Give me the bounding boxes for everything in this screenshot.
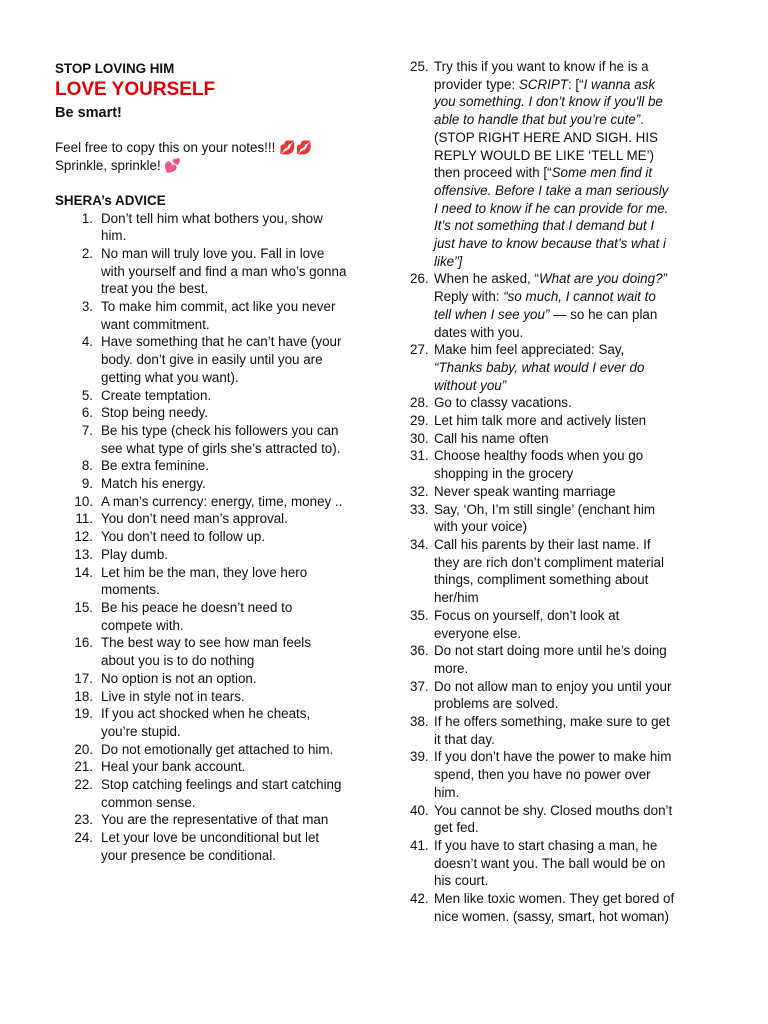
text-run: Let him be the man, they love hero moments.: [101, 564, 308, 598]
list-item-text: [101, 298, 347, 333]
text-run: Go to classy vacations.: [434, 395, 572, 411]
intro-line-1: [55, 139, 347, 157]
text-run: Don’t tell him what bothers you, show him.: [101, 210, 323, 244]
list-item-number: 1.: [81, 210, 93, 226]
text-run: Do not start doing more until he’s doing more.: [434, 643, 667, 676]
italic-quote: What are you doing?”: [538, 271, 667, 287]
list-item: [55, 493, 347, 511]
list-item: [55, 333, 347, 386]
list-item: [55, 210, 347, 245]
list-item: [410, 341, 675, 394]
list-item: [410, 607, 675, 642]
text-run: Match his energy.: [101, 476, 206, 492]
list-item: [55, 510, 347, 528]
list-item-number: 14.: [74, 564, 93, 580]
list-item-text: [434, 430, 675, 448]
list-item: [55, 387, 347, 405]
list-item-number: 33.: [410, 501, 429, 517]
italic-quote: I wanna ask you something. I don’t know if you'll be able to handle that but you’re cute”: [434, 76, 663, 128]
list-item-number: 25.: [410, 59, 429, 74]
list-item-number: 30.: [410, 430, 429, 446]
list-item-number: 22.: [74, 777, 93, 793]
text-run: Reply with:: [434, 289, 504, 305]
text-run: You don’t need to follow up.: [101, 529, 266, 545]
italic-quote: SCRIPT: [518, 76, 568, 92]
lips-emoji-icon: 💋💋: [279, 140, 313, 156]
text-run: Have something that he can’t have (your body. don’t give in easily until you are getting what you want).: [101, 334, 342, 385]
list-item-number: 10.: [74, 493, 93, 509]
list-item: [55, 705, 347, 740]
list-item: [55, 422, 347, 457]
list-item-number: 34.: [410, 536, 429, 552]
list-item-number: 3.: [81, 299, 93, 315]
list-item-number: 18.: [74, 688, 93, 704]
list-item-text: [101, 457, 347, 475]
list-item: [55, 546, 347, 564]
text-run: Call his name often: [434, 430, 549, 446]
list-item-text: [101, 210, 347, 245]
list-item-text: [101, 670, 347, 688]
list-item: [410, 58, 675, 270]
list-item: [55, 776, 347, 811]
text-run: Stop catching feelings and start catching common sense.: [101, 777, 342, 810]
text-run: You don’t need man’s approval.: [101, 511, 288, 527]
list-item: [410, 412, 675, 430]
list-item-number: 21.: [74, 759, 93, 775]
list-item: [55, 634, 347, 669]
list-item: [410, 642, 675, 677]
list-item-number: 42.: [410, 891, 429, 907]
list-item-number: 5.: [81, 387, 93, 403]
list-item-number: 12.: [74, 529, 93, 545]
italic-quote: Some men find it offensive. Before I take a man seriously I need to know if he can provide for me. It’s not something that I demand but I just have to know because that’s what i like”]: [434, 165, 669, 269]
text-run: If you don’t have the power to make him spend, then you have no power over him.: [434, 749, 672, 800]
text-run: Choose healthy foods when you go shopping in the grocery: [434, 448, 644, 482]
text-run: If he offers something, make sure to get it that day.: [434, 714, 670, 747]
list-item: [410, 501, 675, 536]
list-item: [55, 404, 347, 422]
list-item-text: [101, 528, 347, 546]
list-item-text: [434, 713, 675, 748]
list-item: [55, 475, 347, 493]
list-item: [55, 811, 347, 829]
right-column: [410, 58, 675, 925]
list-item: [55, 829, 347, 864]
list-item-text: [101, 422, 347, 457]
text-run: Try this if you want to know if he is a provider type:: [434, 59, 649, 92]
text-run: Focus on yourself, don’t look at everyone else.: [434, 607, 620, 641]
text-run: If you have to start chasing a man, he doesn’t want you. The ball would be on his court.: [434, 837, 666, 889]
text-run: Live in style not in tears.: [101, 688, 245, 704]
list-item-number: 24.: [74, 830, 93, 846]
left-column: [55, 58, 347, 865]
text-run: Say, ‘Oh, I’m still single’ (enchant him with your voice): [434, 501, 656, 535]
text-run: Let him talk more and actively listen: [434, 413, 647, 429]
list-item-text: [434, 890, 675, 925]
text-run: Be his type (check his followers you can see what type of girls she’s attracted to).: [101, 422, 341, 456]
list-item: [55, 758, 347, 776]
list-item-number: 40.: [410, 802, 429, 818]
list-item-text: [101, 245, 347, 298]
italic-quote: “Thanks baby, what would I ever do without you”: [434, 359, 645, 393]
page-title: LOVE YOURSELF: [55, 78, 216, 100]
list-item-number: 9.: [81, 476, 93, 492]
text-run: To make him commit, act like you never want commitment.: [101, 299, 336, 332]
list-item-number: 28.: [410, 395, 429, 411]
list-item-text: [101, 510, 347, 528]
intro-line-1-text: Feel free to copy this on your notes!!!: [55, 140, 276, 156]
text-run: No option is not an option.: [101, 670, 257, 686]
list-item-number: 8.: [81, 458, 93, 474]
list-item: [410, 536, 675, 607]
text-run: . (STOP RIGHT HERE AND SIGH. HIS REPLY WOULD BE LIKE ‘TELL ME’) then proceed with [“: [434, 112, 658, 181]
list-item: [55, 670, 347, 688]
list-item: [55, 528, 347, 546]
list-item: [410, 430, 675, 448]
text-run: A man’s currency: energy, time, money ..: [101, 493, 343, 509]
text-run: The best way to see how man feels about you is to do nothing: [101, 635, 311, 669]
list-item-text: [101, 387, 347, 405]
text-run: Never speak wanting marriage: [434, 483, 616, 499]
list-item-number: 11.: [75, 511, 93, 527]
list-item-number: 15.: [74, 599, 93, 615]
advice-list-left: [55, 210, 347, 865]
list-item-text: [101, 688, 347, 706]
list-item-number: 36.: [410, 643, 429, 659]
list-item-text: [434, 58, 675, 270]
list-item-text: [434, 837, 675, 890]
list-item-text: [434, 447, 675, 482]
list-item-text: [101, 741, 347, 759]
list-item-text: [434, 678, 675, 713]
list-item-text: [434, 501, 675, 536]
list-item-number: 39.: [410, 749, 429, 765]
list-item-text: [434, 483, 675, 501]
text-run: Create temptation.: [101, 387, 212, 403]
list-item: [410, 270, 675, 341]
list-item: [410, 447, 675, 482]
list-item-text: [101, 564, 347, 599]
section-heading: SHERA’s ADVICE: [55, 192, 166, 208]
list-item-number: 7.: [81, 422, 93, 438]
list-item-text: [434, 802, 675, 837]
text-run: You cannot be shy. Closed mouths don’t get fed.: [434, 802, 673, 836]
text-run: No man will truly love you. Fall in love with yourself and find a man who’s gonna treat you the best.: [101, 245, 347, 297]
list-item-number: 38.: [410, 714, 429, 730]
list-item: [55, 741, 347, 759]
text-run: Do not emotionally get attached to him.: [101, 741, 334, 757]
text-run: Be his peace he doesn’t need to compete with.: [101, 599, 293, 633]
list-item-number: 2.: [81, 245, 93, 261]
list-item: [55, 564, 347, 599]
list-item-number: 29.: [410, 413, 429, 429]
list-item: [410, 394, 675, 412]
list-item-number: 23.: [74, 812, 93, 828]
list-item-text: [434, 642, 675, 677]
list-item-text: [101, 475, 347, 493]
list-item: [410, 678, 675, 713]
list-item: [410, 890, 675, 925]
list-item-text: [101, 776, 347, 811]
list-item-number: 19.: [74, 706, 93, 722]
list-item-number: 32.: [410, 483, 429, 499]
list-item-text: [101, 829, 347, 864]
list-item-text: [101, 546, 347, 564]
list-item-text: [434, 536, 675, 607]
text-run: Men like toxic women. They get bored of nice women. (sassy, smart, hot woman): [434, 891, 675, 924]
intro-line-2: [55, 157, 347, 175]
list-item-number: 6.: [81, 405, 93, 421]
list-item-text: [101, 811, 347, 829]
list-item: [55, 599, 347, 634]
list-item-text: [101, 634, 347, 669]
list-item-number: 4.: [81, 334, 93, 350]
intro-text: [55, 139, 347, 174]
list-item-text: [101, 404, 347, 422]
intro-line-2-text: Sprinkle, sprinkle!: [55, 158, 161, 174]
list-item-text: [434, 412, 675, 430]
subtitle: Be smart!: [55, 104, 122, 121]
list-item-number: 35.: [410, 607, 429, 623]
list-item: [55, 457, 347, 475]
text-run: Heal your bank account.: [101, 759, 246, 775]
list-item-text: [101, 705, 347, 740]
text-run: Let your love be unconditional but let your presence be conditional.: [101, 830, 320, 863]
list-item: [410, 713, 675, 748]
text-run: Stop being needy.: [101, 405, 208, 421]
text-run: If you act shocked when he cheats, you’re stupid.: [101, 706, 311, 739]
text-run: When he asked, “: [434, 271, 539, 287]
list-item-number: 20.: [74, 741, 93, 757]
list-item-number: 17.: [74, 670, 93, 686]
list-item-text: [434, 748, 675, 801]
text-run: Make him feel appreciated: Say,: [434, 342, 625, 358]
list-item-text: [434, 341, 675, 394]
list-item: [410, 802, 675, 837]
text-run: — so he can plan dates with you.: [434, 306, 658, 340]
list-item-text: [101, 599, 347, 634]
list-item: [55, 245, 347, 298]
list-item-text: [434, 270, 675, 341]
list-item-number: 41.: [410, 837, 429, 853]
list-item: [410, 483, 675, 501]
list-item: [55, 298, 347, 333]
list-item-number: 13.: [74, 546, 93, 562]
list-item-text: [101, 493, 347, 511]
list-item-number: 26.: [410, 271, 429, 287]
list-item: [55, 688, 347, 706]
text-run: Do not allow man to enjoy you until your problems are solved.: [434, 678, 672, 712]
text-run: : [“: [567, 76, 584, 92]
list-item-text: [101, 333, 347, 386]
list-item-text: [434, 607, 675, 642]
text-run: Play dumb.: [101, 546, 168, 562]
kicker-heading: STOP LOVING HIM: [55, 61, 175, 76]
list-item-number: 31.: [410, 448, 429, 464]
text-run: You are the representative of that man: [101, 812, 329, 828]
hearts-emoji-icon: 💕: [164, 158, 182, 174]
list-item-text: [434, 394, 675, 412]
list-item-number: 16.: [74, 635, 93, 651]
italic-quote: “so much, I cannot wait to tell when I see you”: [434, 289, 656, 322]
text-run: Call his parents by their last name. If they are rich don’t compliment material things, compliment something about her/him: [434, 536, 664, 606]
list-item-number: 27.: [410, 342, 429, 358]
list-item: [410, 837, 675, 890]
text-run: Be extra feminine.: [101, 458, 209, 474]
list-item-number: 37.: [410, 678, 429, 694]
advice-list-right: [410, 58, 675, 925]
list-item-text: [101, 758, 347, 776]
list-item: [410, 748, 675, 801]
